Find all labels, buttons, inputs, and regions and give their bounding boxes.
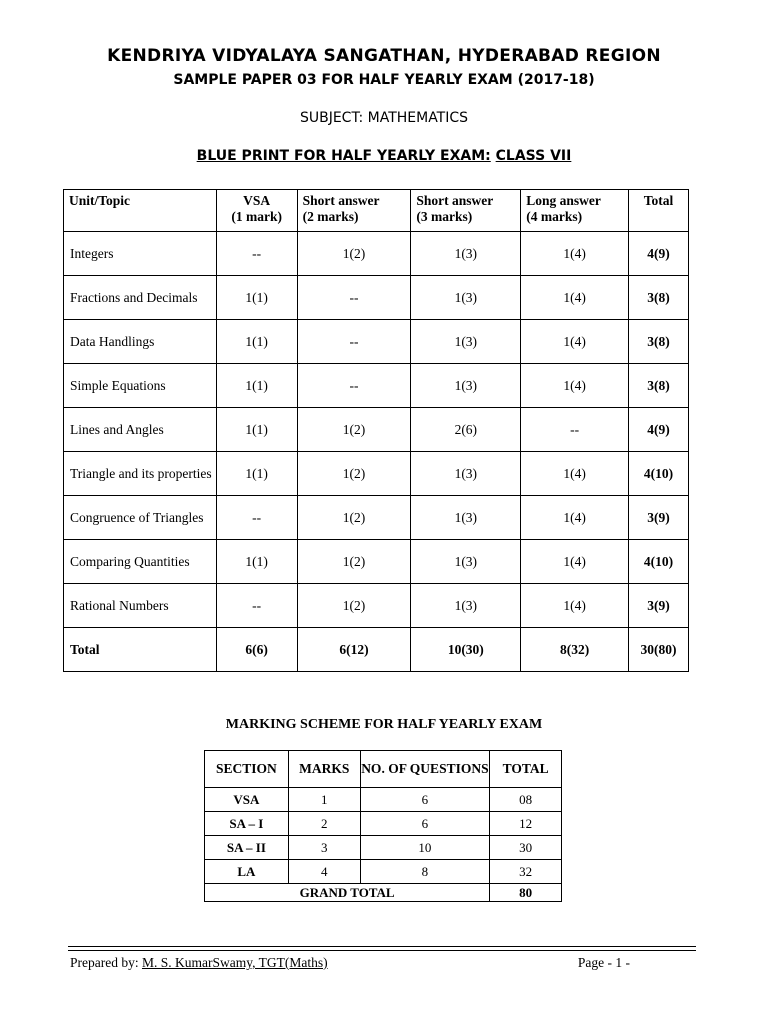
topic-cell: Fractions and Decimals [64,276,217,320]
section-cell: SA – I [205,812,289,836]
marks-cell: 2 [288,812,360,836]
row-total-cell: 3(9) [629,496,689,540]
section-cell: VSA [205,788,289,812]
header-cell: TOTAL [490,751,562,788]
table-row [64,276,689,320]
paper-title: SAMPLE PAPER 03 FOR HALF YEARLY EXAM (2017-18) [173,72,595,88]
sa2-cell: 1(2) [297,408,411,452]
sa2-cell: -- [297,320,411,364]
blueprint-class: CLASS VII [495,148,572,164]
table-row [205,860,562,884]
row-total-cell: 3(8) [629,276,689,320]
org-title: KENDRIYA VIDYALAYA SANGATHAN, HYDERABAD REGION [107,46,661,66]
topic-cell: Simple Equations [64,364,217,408]
blueprint-header-row [64,190,689,232]
header-cell: Short answer (2 marks) [297,190,411,232]
vsa-cell: -- [216,584,297,628]
section-cell: LA [205,860,289,884]
blueprint-table [63,189,689,672]
questions-cell: 6 [360,788,490,812]
la-cell: 1(4) [521,232,629,276]
sa3-cell: 1(3) [411,584,521,628]
header-cell: SECTION [205,751,289,788]
header-cell: Unit/Topic [64,190,217,232]
topic-cell: Comparing Quantities [64,540,217,584]
topic-cell: Rational Numbers [64,584,217,628]
table-row [64,452,689,496]
marks-cell: 4 [288,860,360,884]
la-cell: 1(4) [521,276,629,320]
section-total-cell: 32 [490,860,562,884]
sa2-cell: -- [297,276,411,320]
sa3-cell: 1(3) [411,320,521,364]
sa3-cell: 1(3) [411,452,521,496]
topic-cell: Lines and Angles [64,408,217,452]
grand-total-row [205,884,562,902]
vsa-cell: 1(1) [216,320,297,364]
sa3-cell: 2(6) [411,408,521,452]
section-total-cell: 12 [490,812,562,836]
author-name: M. S. KumarSwamy, TGT(Maths) [141,955,328,970]
row-total-cell: 3(8) [629,320,689,364]
vsa-cell: -- [216,232,297,276]
footer-divider [68,946,696,947]
la-cell: 1(4) [521,584,629,628]
sa2-cell: 1(2) [297,496,411,540]
table-row [64,320,689,364]
total-sa2: 6(12) [297,628,411,672]
blueprint-prefix: BLUE PRINT FOR HALF YEARLY EXAM: [196,148,491,164]
marking-scheme-title: MARKING SCHEME FOR HALF YEARLY EXAM [225,717,543,732]
row-total-cell: 4(10) [629,452,689,496]
marking-scheme-table [204,750,562,902]
la-cell: 1(4) [521,320,629,364]
sa3-cell: 1(3) [411,276,521,320]
la-cell: 1(4) [521,540,629,584]
header-cell: Long answer (4 marks) [521,190,629,232]
header-cell: Total [629,190,689,232]
marking-header-row [205,751,562,788]
table-row [64,364,689,408]
header-cell: VSA (1 mark) [216,190,297,232]
row-total-cell: 4(9) [629,408,689,452]
row-total-cell: 4(9) [629,232,689,276]
questions-cell: 10 [360,836,490,860]
table-row [64,584,689,628]
sa2-cell: 1(2) [297,452,411,496]
section-total-cell: 30 [490,836,562,860]
section-total-cell: 08 [490,788,562,812]
total-grand: 30(80) [629,628,689,672]
marks-cell: 3 [288,836,360,860]
blueprint-total-row [64,628,689,672]
sa3-cell: 1(3) [411,496,521,540]
footer [70,955,630,971]
sa2-cell: -- [297,364,411,408]
sa3-cell: 1(3) [411,364,521,408]
vsa-cell: 1(1) [216,364,297,408]
vsa-cell: 1(1) [216,276,297,320]
table-row [64,540,689,584]
topic-cell: Triangle and its properties [64,452,217,496]
page-number: Page - 1 - [577,955,630,970]
footer-divider [68,950,696,951]
la-cell: 1(4) [521,452,629,496]
row-total-cell: 3(8) [629,364,689,408]
sa3-cell: 1(3) [411,232,521,276]
sa3-cell: 1(3) [411,540,521,584]
blueprint-title [0,148,768,164]
la-cell: 1(4) [521,496,629,540]
grand-total-label: GRAND TOTAL [205,884,490,902]
row-total-cell: 4(10) [629,540,689,584]
table-row [64,408,689,452]
header-cell: MARKS [288,751,360,788]
total-la: 8(32) [521,628,629,672]
subject-title: SUBJECT: MATHEMATICS [299,110,469,126]
table-row [64,496,689,540]
table-row [205,812,562,836]
vsa-cell: 1(1) [216,408,297,452]
grand-total-value: 80 [490,884,562,902]
total-label: Total [64,628,217,672]
topic-cell: Integers [64,232,217,276]
vsa-cell: 1(1) [216,452,297,496]
marks-cell: 1 [288,788,360,812]
header-cell: Short answer (3 marks) [411,190,521,232]
topic-cell: Data Handlings [64,320,217,364]
section-cell: SA – II [205,836,289,860]
sa2-cell: 1(2) [297,584,411,628]
sa2-cell: 1(2) [297,232,411,276]
sa2-cell: 1(2) [297,540,411,584]
table-row [205,788,562,812]
header-cell: NO. OF QUESTIONS [360,751,490,788]
vsa-cell: 1(1) [216,540,297,584]
topic-cell: Congruence of Triangles [64,496,217,540]
table-row [64,232,689,276]
la-cell: -- [521,408,629,452]
prepared-label: Prepared by: [70,955,139,970]
total-vsa: 6(6) [216,628,297,672]
la-cell: 1(4) [521,364,629,408]
questions-cell: 8 [360,860,490,884]
row-total-cell: 3(9) [629,584,689,628]
total-sa3: 10(30) [411,628,521,672]
table-row [205,836,562,860]
vsa-cell: -- [216,496,297,540]
questions-cell: 6 [360,812,490,836]
